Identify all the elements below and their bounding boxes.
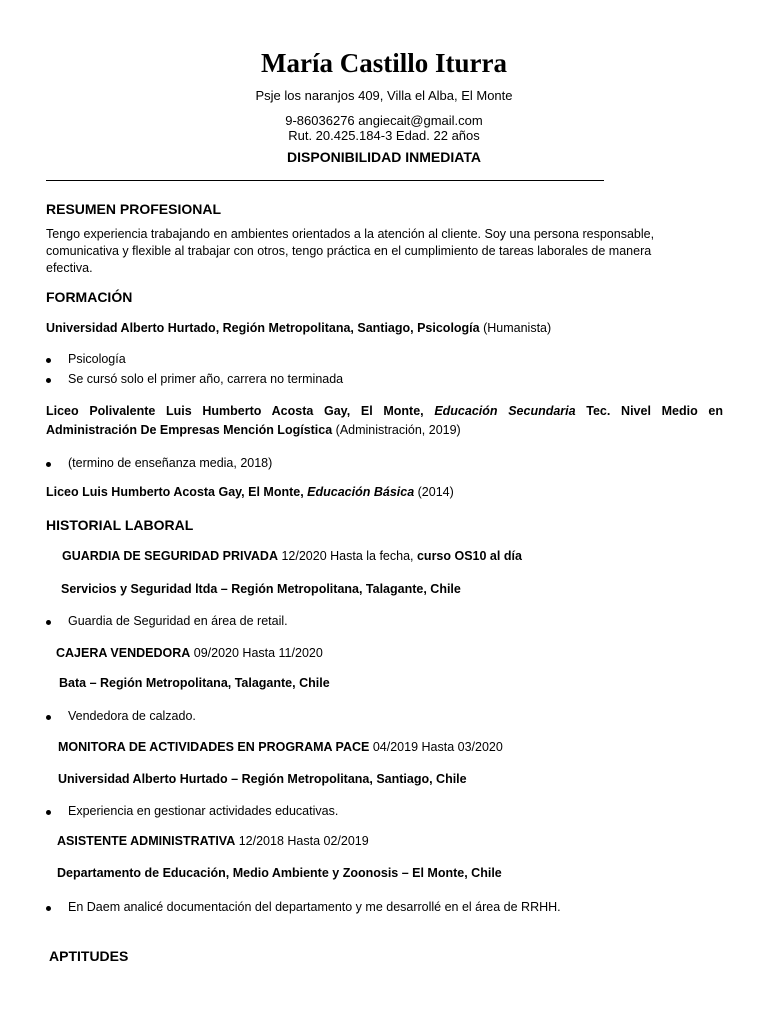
- job-note: curso OS10 al día: [416, 549, 522, 563]
- bullet-icon: [46, 715, 51, 720]
- header-divider: [46, 180, 604, 181]
- job-dates: 12/2020 Hasta la fecha,: [278, 549, 417, 563]
- list-item: [46, 900, 746, 916]
- education-liceo-line2: [46, 423, 461, 437]
- phone-email: 9-86036276 angiecait@gmail.com: [285, 113, 483, 128]
- bullet-icon: [46, 462, 51, 467]
- basica-level: Educación Básica: [307, 485, 415, 499]
- uah-title: Universidad Alberto Hurtado, Región Metropolitana, Santiago, Psicología: [46, 321, 480, 335]
- list-item: [46, 709, 726, 725]
- availability: DISPONIBILIDAD INMEDIATA: [287, 149, 481, 165]
- bullet-icon: [46, 810, 51, 815]
- bullet-text: Experiencia en gestionar actividades educativas.: [68, 804, 339, 818]
- job-company: Bata – Región Metropolitana, Talagante, Chile: [59, 676, 330, 690]
- list-item: [46, 352, 726, 368]
- basica-title: Liceo Luis Humberto Acosta Gay, El Monte,: [46, 485, 308, 499]
- liceo-title: Liceo Polivalente Luis Humberto Acosta Gay, El Monte,: [46, 404, 435, 418]
- bullet-text: En Daem analicé documentación del departamento y me desarrollé en el área de RRHH.: [68, 900, 561, 914]
- list-item: [46, 372, 726, 388]
- job-company: Departamento de Educación, Medio Ambiente y Zoonosis – El Monte, Chile: [57, 866, 502, 880]
- list-item: [46, 614, 726, 630]
- job-title: MONITORA DE ACTIVIDADES EN PROGRAMA PACE: [58, 740, 370, 754]
- liceo-specialty: Administración De Empresas Mención Logística: [46, 423, 333, 437]
- bullet-text: Vendedora de calzado.: [68, 709, 196, 723]
- summary-heading: RESUMEN PROFESIONAL: [46, 201, 222, 217]
- job-title: GUARDIA DE SEGURIDAD PRIVADA: [62, 549, 278, 563]
- skills-heading: APTITUDES: [49, 948, 129, 964]
- job-title-line: [62, 549, 522, 563]
- rut-age: Rut. 20.425.184-3 Edad. 22 años: [288, 128, 480, 143]
- job-title-line: [58, 740, 503, 754]
- bullet-icon: [46, 620, 51, 625]
- education-uah: [46, 321, 551, 335]
- work-heading: HISTORIAL LABORAL: [46, 517, 194, 533]
- list-item: [46, 456, 726, 472]
- liceo-tec: Tec. Nivel Medio en: [575, 404, 723, 418]
- job-company: Universidad Alberto Hurtado – Región Metropolitana, Santiago, Chile: [58, 772, 467, 786]
- education-liceo-line1: [46, 404, 723, 418]
- summary-line: efectiva.: [46, 261, 93, 275]
- bullet-text: Psicología: [68, 352, 126, 366]
- bullet-icon: [46, 358, 51, 363]
- education-basica: [46, 485, 454, 499]
- list-item: [46, 804, 726, 820]
- basica-year: (2014): [414, 485, 454, 499]
- liceo-level: Educación Secundaria: [434, 404, 576, 418]
- bullet-text: Guardia de Seguridad en área de retail.: [68, 614, 288, 628]
- bullet-icon: [46, 906, 51, 911]
- job-company: Servicios y Seguridad ltda – Región Metropolitana, Talagante, Chile: [61, 582, 461, 596]
- job-title: ASISTENTE ADMINISTRATIVA: [57, 834, 236, 848]
- uah-type: (Humanista): [479, 321, 552, 335]
- job-dates: 04/2019 Hasta 03/2020: [369, 740, 503, 754]
- bullet-icon: [46, 378, 51, 383]
- job-title: CAJERA VENDEDORA: [56, 646, 191, 660]
- bullet-text: (termino de enseñanza media, 2018): [68, 456, 273, 470]
- job-title-line: [57, 834, 369, 848]
- education-heading: FORMACIÓN: [46, 289, 133, 305]
- job-dates: 12/2018 Hasta 02/2019: [235, 834, 369, 848]
- job-title-line: [56, 646, 323, 660]
- address: Psje los naranjos 409, Villa el Alba, El Monte: [255, 88, 513, 103]
- job-dates: 09/2020 Hasta 11/2020: [190, 646, 323, 660]
- summary-text: [46, 226, 726, 277]
- liceo-year: (Administración, 2019): [332, 423, 461, 437]
- summary-line: comunicativa y flexible al trabajar con otros, tengo práctica en el cumplimiento de tareas laborales de manera: [46, 244, 652, 258]
- bullet-text: Se cursó solo el primer año, carrera no terminada: [68, 372, 344, 386]
- candidate-name: María Castillo Iturra: [261, 48, 507, 78]
- summary-line: Tengo experiencia trabajando en ambientes orientados a la atención al cliente. Soy una persona responsable,: [46, 227, 655, 241]
